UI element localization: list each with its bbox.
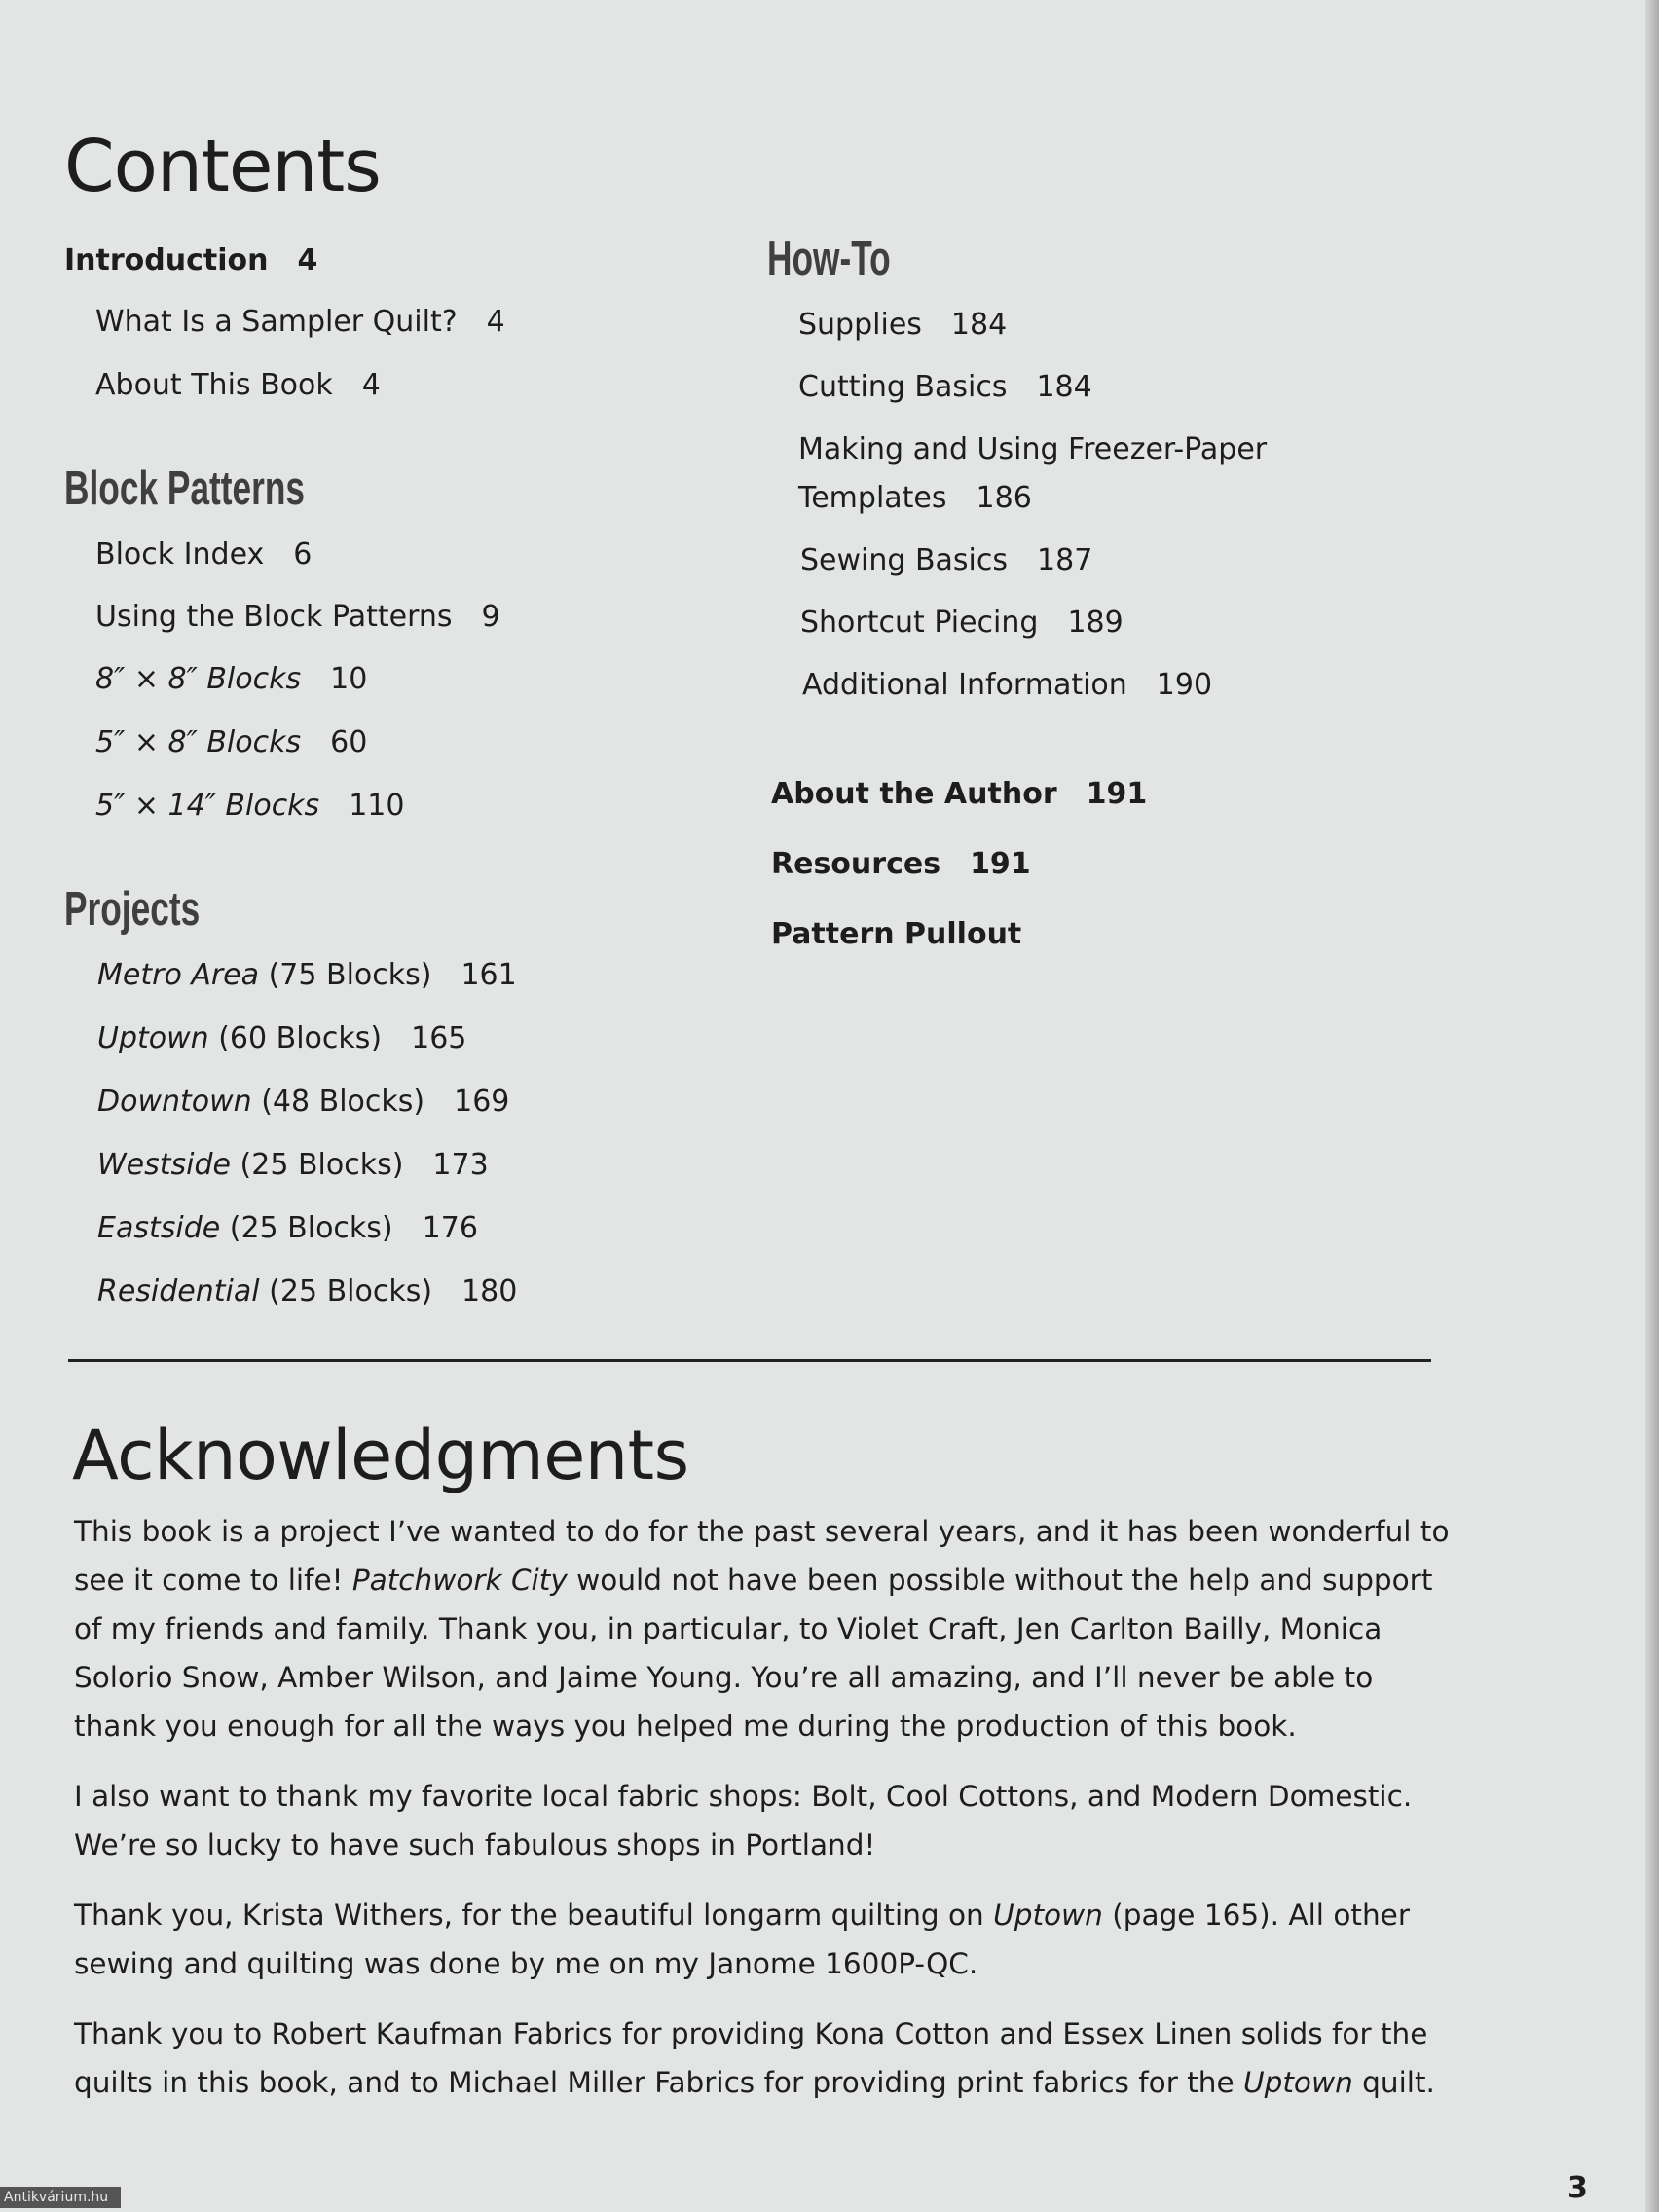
toc-about-author: About the Author 191 (771, 777, 1148, 811)
toc-project-westside: Westside (25 Blocks) 173 (97, 1148, 489, 1182)
toc-project-uptown: Uptown (60 Blocks) 165 (97, 1021, 467, 1055)
toc-item-using-block-patterns: Using the Block Patterns 9 (95, 600, 500, 634)
section-divider (68, 1359, 1431, 1362)
toc-item-5x14-blocks: 5″ × 14″ Blocks 110 (95, 789, 405, 823)
page-edge-shadow (1645, 0, 1659, 2212)
toc-project-residential: Residential (25 Blocks) 180 (97, 1274, 518, 1309)
toc-item-sampler-quilt: What Is a Sampler Quilt? 4 (95, 305, 505, 339)
toc-item-cutting-basics: Cutting Basics 184 (798, 370, 1092, 404)
toc-item-sewing-basics: Sewing Basics 187 (800, 543, 1093, 577)
ack-paragraph-3: Thank you, Krista Withers, for the beautiful longarm quilting on Uptown (page 165). All other sewing and quilting was done by me on my Janome 1600P-QC. (74, 1899, 1410, 1980)
toc-item-freezer-paper: Making and Using Freezer-Paper (798, 432, 1268, 466)
section-heading-projects: Projects (64, 883, 201, 936)
ack-paragraph-4: Thank you to Robert Kaufman Fabrics for providing Kona Cotton and Essex Linen solids for the quilts in this book, and to Michael Miller Fabrics for providing print fabrics for the Uptown quilt. (74, 2017, 1435, 2099)
toc-project-downtown: Downtown (48 Blocks) 169 (97, 1085, 510, 1119)
toc-item-shortcut-piecing: Shortcut Piecing 189 (800, 606, 1124, 640)
toc-item-5x8-blocks: 5″ × 8″ Blocks 60 (95, 725, 368, 759)
toc-project-eastside: Eastside (25 Blocks) 176 (97, 1211, 478, 1245)
ack-paragraph-1: This book is a project I’ve wanted to do for the past several years, and it has been wonderful to see it come to life! Patchwork City would not have been possible without the help and support of my friends and family. Thank you, in particular, to Violet Craft, Jen Carlton Bailly, Monica Solorio Snow, Amber Wilson, and Jaime Young. You’re all amazing, and I’ll never be able to thank you enough for all the ways you helped me during the production of this book. (74, 1515, 1450, 1743)
acknowledgments-title: Acknowledgments (72, 1416, 689, 1495)
toc-item-8x8-blocks: 8″ × 8″ Blocks 10 (95, 662, 368, 696)
toc-introduction: Introduction 4 (64, 243, 318, 277)
section-heading-how-to: How-To (767, 233, 891, 285)
toc-item-block-index: Block Index 6 (95, 537, 313, 571)
toc-item-freezer-paper-line2: Templates 186 (798, 481, 1032, 515)
ack-paragraph-2: I also want to thank my favorite local fabric shops: Bolt, Cool Cottons, and Modern Domestic. We’re so lucky to have such fabulous shops in Portland! (74, 1780, 1413, 1862)
section-heading-block-patterns: Block Patterns (64, 462, 306, 515)
toc-project-metro-area: Metro Area (75 Blocks) 161 (97, 958, 517, 992)
page-number: 3 (1567, 2171, 1588, 2205)
contents-title: Contents (64, 125, 381, 208)
toc-item-additional-info: Additional Information 190 (802, 668, 1213, 702)
watermark-logo: Antikvárium.hu (0, 2187, 121, 2208)
toc-resources: Resources 191 (771, 847, 1031, 881)
toc-item-about-book: About This Book 4 (95, 368, 381, 402)
toc-pattern-pullout: Pattern Pullout (771, 917, 1022, 951)
toc-item-supplies: Supplies 184 (798, 308, 1008, 342)
